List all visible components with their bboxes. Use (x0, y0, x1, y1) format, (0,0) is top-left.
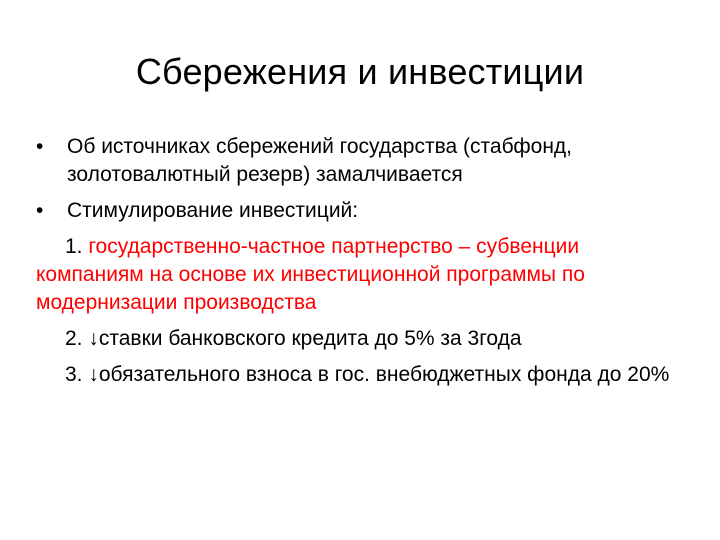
slide-body (36, 133, 686, 397)
bullet-item (36, 133, 686, 189)
numbered-item-2 (36, 325, 686, 353)
numbered-item-1 (36, 233, 686, 317)
slide-title: Сбережения и инвестиции (135, 51, 585, 92)
item-number: 3. (65, 363, 83, 386)
bullet-text: Стимулирование инвестиций: (67, 199, 359, 222)
item-text: ↓ставки банковского кредита до 5% за 3года (88, 327, 522, 350)
item-text: ↓обязательного взноса в гос. внебюджетных фонда до 20% (88, 363, 670, 386)
numbered-item-3 (36, 361, 686, 389)
item-number: 2. (65, 327, 83, 350)
bullet-icon: • (36, 135, 44, 158)
bullet-item (36, 197, 686, 225)
item-number: 1. (65, 235, 83, 258)
bullet-text: Об источниках сбережений государства (стабфонд, золотовалютный резерв) замалчивается (67, 135, 573, 186)
item-text-highlight: государственно-частное партнерство – субвенции компаниям на основе их инвестиционной программы по модернизации производства (36, 235, 585, 314)
bullet-icon: • (36, 199, 44, 222)
